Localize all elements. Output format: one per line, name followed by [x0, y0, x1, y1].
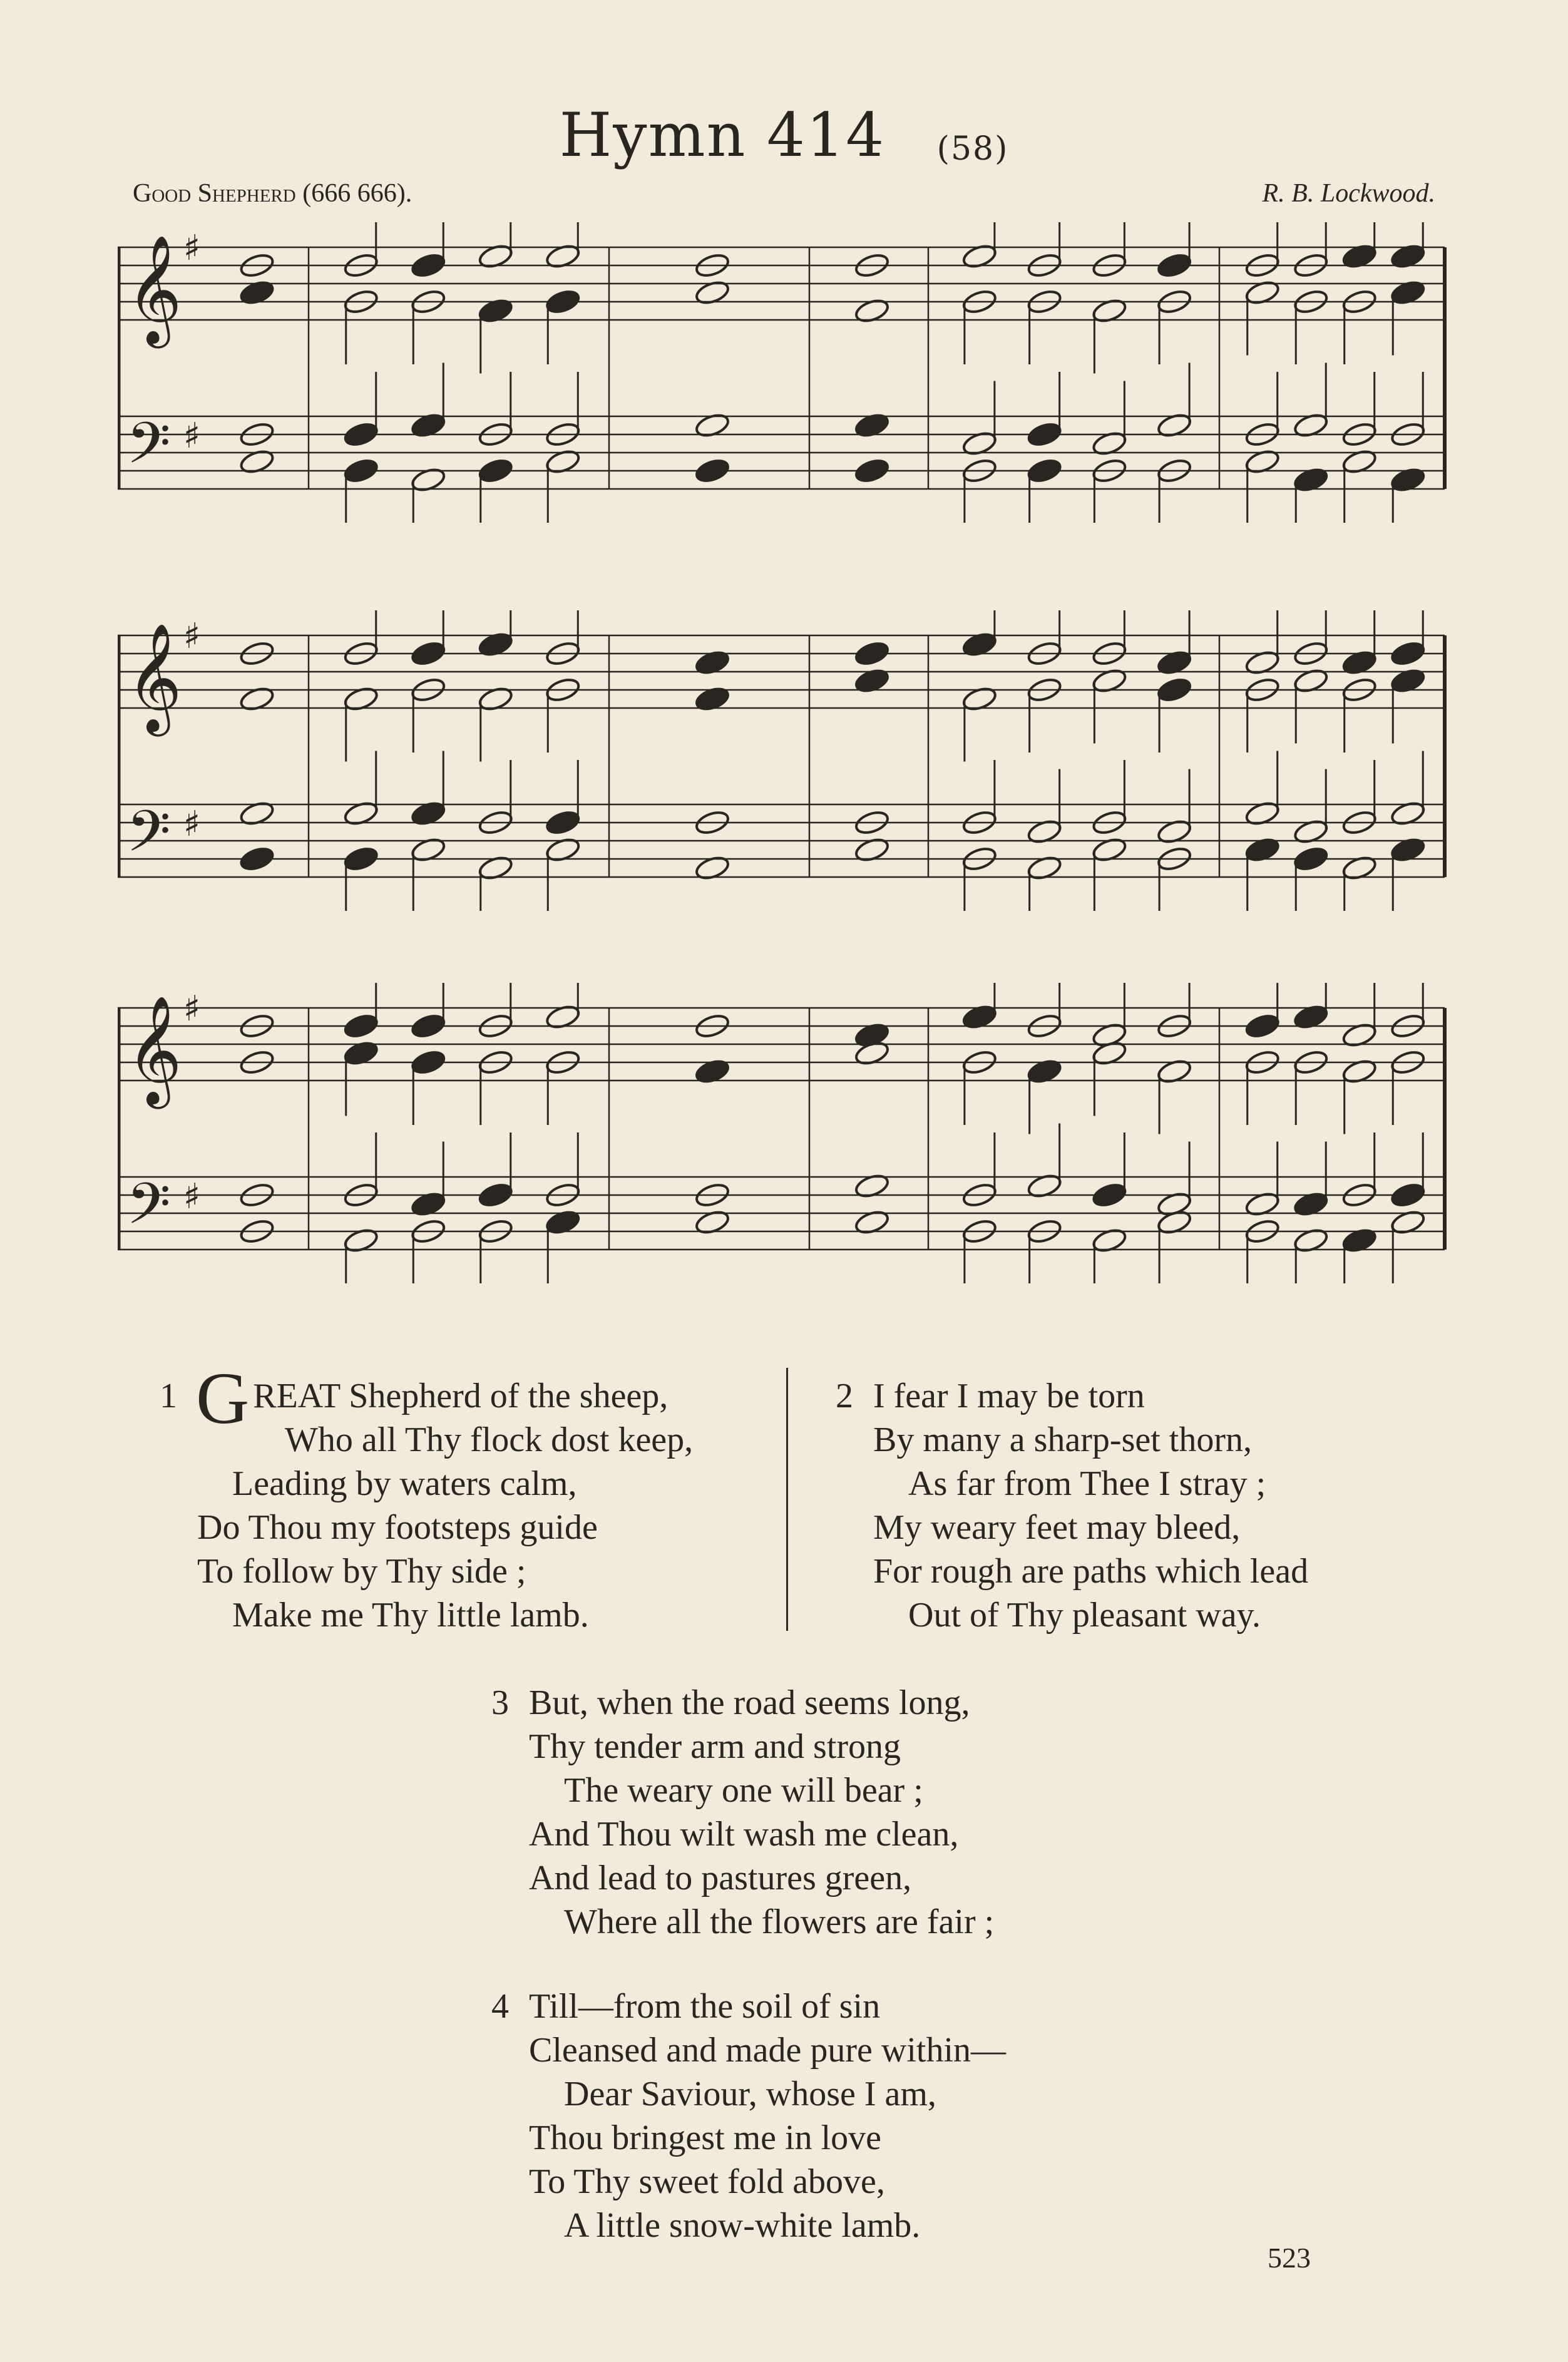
verse-1 — [160, 1357, 694, 1637]
verse-line: As far from Thee I stray ; — [908, 1464, 1266, 1503]
note-head — [1390, 640, 1426, 667]
note-head — [343, 457, 379, 485]
hymn-reference: (58) — [936, 130, 1009, 168]
note-head — [854, 640, 890, 667]
note-head — [1091, 1181, 1127, 1209]
sharp-icon: ♯ — [183, 804, 201, 845]
note-head — [478, 457, 514, 485]
note-head — [1156, 676, 1192, 704]
music-system-2 — [118, 610, 1451, 911]
verse-number: 3 — [491, 1683, 509, 1722]
note-head — [1293, 845, 1329, 873]
verse-line: Who all Thy flock dost keep, — [285, 1420, 694, 1459]
verse-line: I fear I may be torn — [873, 1377, 1145, 1415]
note-head — [854, 457, 890, 485]
bass-clef-icon: 𝄢 — [126, 410, 171, 490]
verse-line: My weary feet may bleed, — [873, 1508, 1241, 1547]
verse-line: Till—from the soil of sin — [529, 1987, 881, 2026]
note-head — [238, 845, 275, 873]
hymn-title — [0, 100, 1568, 170]
music-system-3 — [118, 983, 1451, 1283]
treble-clef-icon: 𝄞 — [126, 995, 182, 1104]
drop-cap: G — [196, 1357, 250, 1439]
note-head — [1390, 1181, 1426, 1209]
verse-line: Thy tender arm and strong — [529, 1727, 901, 1766]
note-head — [410, 640, 446, 667]
verse-line: For rough are paths which lead — [873, 1552, 1309, 1591]
note-head — [410, 1012, 446, 1040]
note-head — [694, 457, 730, 485]
music-staff-svg — [118, 610, 1451, 911]
music-staff-svg — [118, 222, 1451, 523]
bass-clef-icon: 𝄢 — [126, 798, 171, 878]
verse-line: REAT Shepherd of the sheep, — [253, 1377, 669, 1415]
verse-line: A little snow-white lamb. — [564, 2206, 921, 2245]
composer-name: R. B. Lockwood. — [1262, 179, 1435, 208]
verse-line: Where all the flowers are fair ; — [564, 1902, 995, 1941]
verse-line: By many a sharp-set thorn, — [873, 1420, 1252, 1459]
verse-line: Dear Saviour, whose I am, — [564, 2075, 936, 2113]
verse-number: 2 — [836, 1377, 853, 1415]
note-head — [410, 252, 446, 279]
note-head — [545, 288, 581, 316]
note-head — [343, 421, 379, 448]
verse-line: The weary one will bear ; — [564, 1771, 923, 1810]
verse-line: To Thy sweet fold above, — [529, 2162, 885, 2201]
sharp-icon: ♯ — [183, 1176, 201, 1217]
treble-clef-icon: 𝄞 — [126, 235, 182, 344]
note-head — [1244, 1012, 1281, 1040]
hymn-title-text: Hymn 414 — [559, 100, 886, 170]
sharp-icon: ♯ — [183, 616, 201, 657]
sharp-icon: ♯ — [183, 416, 201, 456]
verse-line: And Thou wilt wash me clean, — [529, 1815, 959, 1854]
note-head — [1156, 252, 1192, 279]
note-head — [1026, 421, 1062, 448]
treble-clef-icon: 𝄞 — [126, 623, 182, 732]
verse-line: Thou bringest me in love — [529, 2118, 882, 2157]
verse-line: Cleansed and made pure within— — [529, 2031, 1007, 2070]
note-head — [545, 809, 581, 836]
verse-2 — [836, 1374, 1309, 1637]
column-divider — [786, 1368, 788, 1631]
music-staff-svg — [118, 983, 1451, 1283]
verse-number: 1 — [160, 1377, 177, 1415]
verse-line: To follow by Thy side ; — [197, 1552, 526, 1591]
verse-4 — [491, 1985, 1007, 2247]
note-head — [343, 1012, 379, 1040]
note-head — [478, 1181, 514, 1209]
tune-name: Good Shepherd (666 666). — [133, 179, 412, 208]
note-head — [343, 845, 379, 873]
verse-line: Do Thou my footsteps guide — [197, 1508, 598, 1547]
page-number: 523 — [1268, 2242, 1311, 2274]
sharp-icon: ♯ — [183, 228, 201, 269]
verse-line: And lead to pastures green, — [529, 1859, 912, 1897]
music-system-1 — [118, 222, 1451, 523]
note-head — [410, 1049, 446, 1076]
verse-3 — [491, 1681, 995, 1944]
verse-number: 4 — [491, 1987, 509, 2026]
verse-line: Out of Thy pleasant way. — [908, 1596, 1261, 1635]
verse-line: But, when the road seems long, — [529, 1683, 970, 1722]
sharp-icon: ♯ — [183, 988, 201, 1029]
verse-line: Make me Thy little lamb. — [232, 1596, 589, 1635]
bass-clef-icon: 𝄢 — [126, 1171, 171, 1251]
note-head — [1026, 457, 1062, 485]
verse-line: Leading by waters calm, — [232, 1464, 577, 1503]
